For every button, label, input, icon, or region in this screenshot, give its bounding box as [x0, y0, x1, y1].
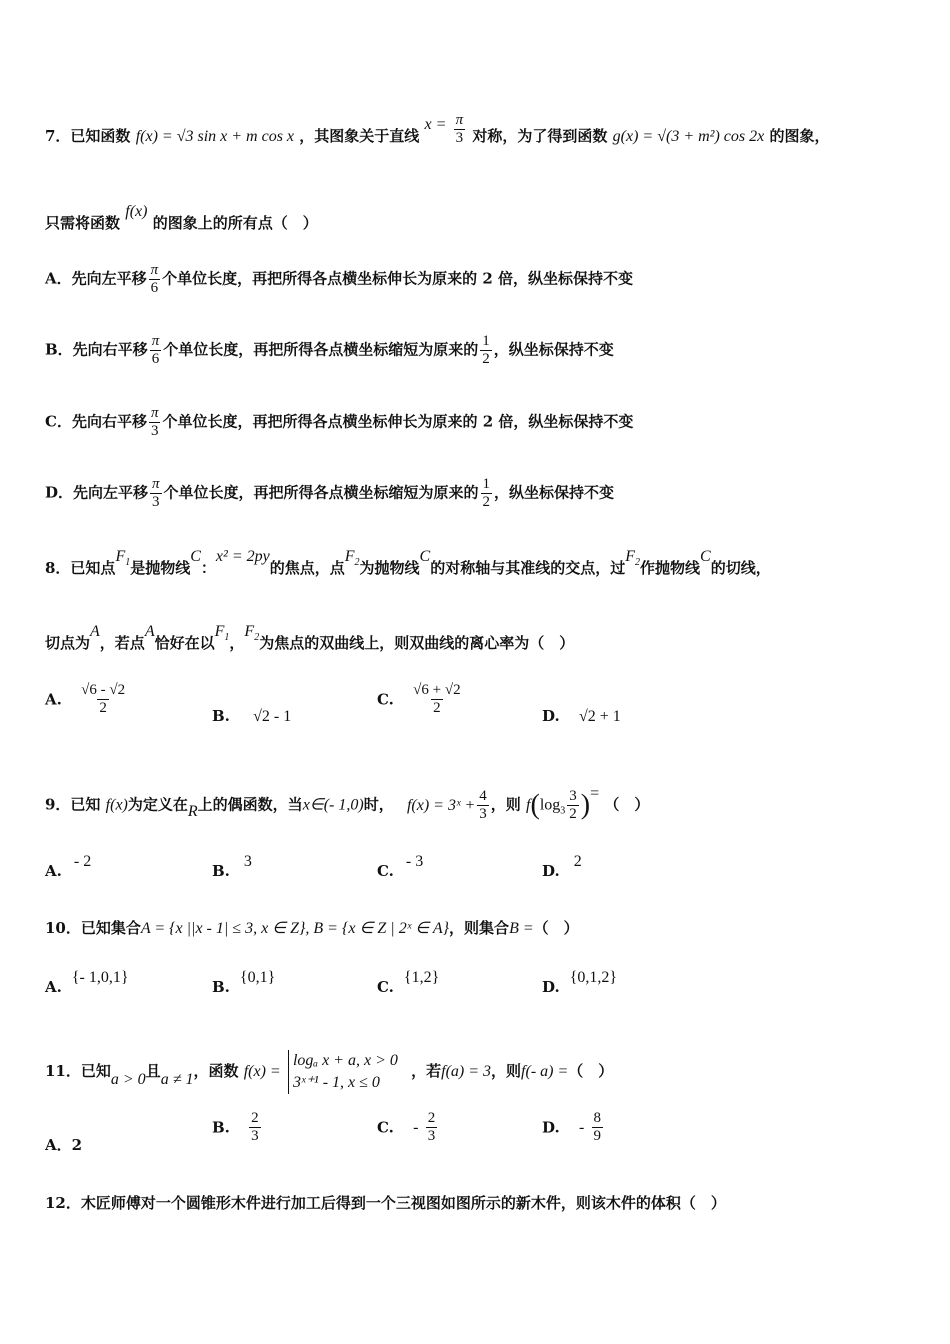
q7-f-def: f(x) = √3 sin x + m cos x: [135, 128, 295, 145]
q11-option-c[interactable]: C. - $\frac{2}{3}$: [377, 1110, 436, 1144]
q9-option-d[interactable]: D.2: [542, 853, 582, 880]
q8-option-b[interactable]: B. √2 - 1: [212, 707, 292, 725]
q11-option-d[interactable]: D. - $\frac{8}{9}$: [542, 1110, 601, 1144]
q11-option-a[interactable]: A．2: [45, 1136, 83, 1154]
q9-option-b[interactable]: B.3: [212, 853, 252, 880]
q10-option-c[interactable]: C.{1,2}: [377, 969, 440, 996]
q9-option-c[interactable]: C.- 3: [377, 853, 424, 880]
q7-option-b[interactable]: B．先向右平移 $\frac{\pi}{6}$ 个单位长度，再把所得各点横坐标缩短为原来的 $\frac{1}{2}$ ，纵坐标保持不变: [45, 333, 614, 367]
q9-stem: 9．已知 f(x)为定义在R上的偶函数，当x∈(- 1,0)时， f(x) = 3ˣ + $\frac{4}{3}$ ，则 $f(\log_3$ $\frac{3}{2}$ )= （ ）: [45, 784, 650, 822]
q7-pi-over-3: $\frac{\pi}{3}$: [455, 111, 464, 146]
q10-option-a[interactable]: A.{- 1,0,1}: [45, 969, 129, 996]
q11-stem: 11．已知a > 0且a ≠ 1，函数 f(x) = logₐ x + a, x > 0 3ˣ⁺¹ - 1, x ≤ 0 ，若f(a) = 3，则f(- a) =（ ）: [45, 1050, 613, 1094]
q7-option-a[interactable]: A．先向左平移 $\frac{\pi}{6}$ 个单位长度，再把所得各点横坐标伸长为原来的 2 倍，纵坐标保持不变: [45, 262, 634, 296]
q9-option-a[interactable]: A.- 2: [45, 853, 92, 880]
q7-option-c[interactable]: C．先向右平移 $\frac{\pi}{3}$ 个单位长度，再把所得各点横坐标伸长为原来的 2 倍，纵坐标保持不变: [45, 405, 634, 439]
q11-piecewise: logₐ x + a, x > 0 3ˣ⁺¹ - 1, x ≤ 0: [288, 1050, 398, 1094]
q10-stem: 10．已知集合A = {x ||x - 1| ≤ 3, x ∈ Z}, B = {x ∈ Z | 2ˣ ∈ A}，则集合B =（ ）: [45, 919, 579, 937]
q7-g-def: g(x) = √(3 + m²) cos 2x: [612, 128, 765, 145]
q8-stem: 8．已知点$F_1$是抛物线C：x² = 2py的焦点，点$F_2$为抛物线C的对称轴与其准线的交点，过$F_2$作抛物线C的切线，: [45, 548, 771, 577]
q11-option-b[interactable]: B. $\frac{2}{3}$: [212, 1110, 259, 1144]
q10-option-b[interactable]: B.{0,1}: [212, 969, 276, 996]
q12-stem: 12．木匠师傅对一个圆锥形木件进行加工后得到一个三视图如图所示的新木件，则该木件的体积（ ）: [45, 1194, 726, 1212]
q8-option-d[interactable]: D. √2 + 1: [542, 707, 621, 725]
q10-option-d[interactable]: D.{0,1,2}: [542, 969, 618, 996]
q7-stem-line2: 只需将函数 f(x) 的图象上的所有点（ ）: [45, 203, 318, 232]
q8-option-a[interactable]: A. $\frac{√6 - √2}{2}$: [45, 682, 126, 716]
q8-option-c[interactable]: C. $\frac{√6 + √2}{2}$: [377, 682, 461, 716]
q7-option-d[interactable]: D．先向左平移 $\frac{\pi}{3}$ 个单位长度，再把所得各点横坐标缩短为原来的 $\frac{1}{2}$ ，纵坐标保持不变: [45, 476, 615, 510]
q7-stem: 7．已知函数 f(x) = √3 sin x + m cos x ，其图象关于直线 x = $\frac{\pi}{3}$ 对称，为了得到函数 g(x) = √(3 + m²) cos 2x 的图象，: [45, 111, 830, 146]
q8-stem-line2: 切点为A，若点A恰好在以$F_1$，$F_2$为焦点的双曲线上，则双曲线的离心率为（ ）: [45, 623, 575, 652]
